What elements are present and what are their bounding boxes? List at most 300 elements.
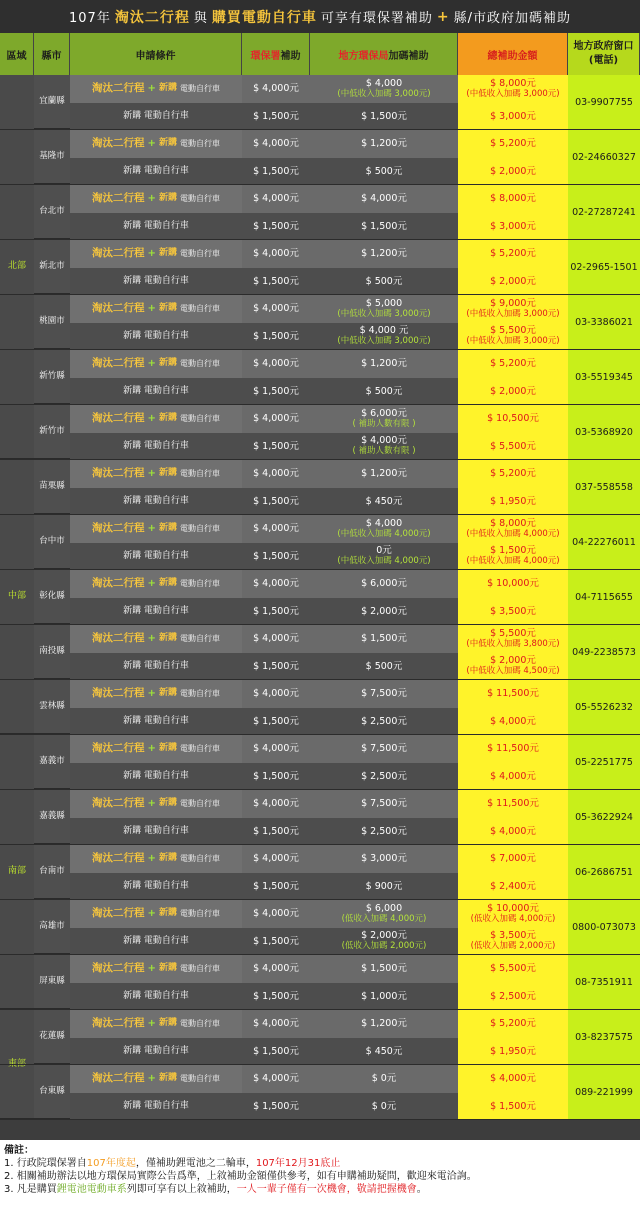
county-label: 嘉義縣 xyxy=(39,811,65,821)
local-amount: $ 6,000元 xyxy=(361,407,407,419)
condition-cell xyxy=(70,790,242,818)
local-amount: $ 6,000 xyxy=(365,902,403,914)
header-condition xyxy=(70,33,242,75)
epa-amount: $ 1,500元 xyxy=(253,440,299,452)
epa-amount: $ 1,500元 xyxy=(253,330,299,342)
county-cell xyxy=(34,735,70,790)
local-cell xyxy=(310,900,458,928)
local-amount: $ 5,000 xyxy=(365,297,403,309)
total-amount: $ 11,500元 xyxy=(487,798,539,810)
condition-bike: 電動自行車 xyxy=(179,854,220,864)
total-cell xyxy=(458,708,568,736)
condition-plus: + xyxy=(147,853,156,865)
county-cell xyxy=(34,845,70,900)
local-amount: $ 3,000元 xyxy=(361,853,407,865)
condition-plus: + xyxy=(147,468,156,480)
county-label: 苗栗縣 xyxy=(39,481,65,491)
local-amount: $ 7,500元 xyxy=(361,688,407,700)
epa-amount: $ 4,000元 xyxy=(253,303,299,315)
total-amount: $ 2,400元 xyxy=(490,880,536,892)
condition-new-only: 新購 電動自行車 xyxy=(123,440,189,451)
total-amount: $ 3,500元 xyxy=(490,930,536,942)
local-note: (低收入加碼 4,000元) xyxy=(341,913,427,924)
condition-cell xyxy=(70,845,242,873)
condition-cell xyxy=(70,240,242,268)
condition-eliminate: 淘汰二行程 xyxy=(92,687,145,700)
condition-new: 新購 xyxy=(158,303,177,314)
condition-bike: 電動自行車 xyxy=(179,964,220,974)
county-label: 嘉義市 xyxy=(39,756,65,766)
phone-number: 03-5368920 xyxy=(575,426,633,438)
condition-new: 新購 xyxy=(158,1018,177,1029)
total-cell xyxy=(458,515,568,543)
condition-eliminate: 淘汰二行程 xyxy=(92,137,145,150)
condition-cell xyxy=(70,598,242,626)
total-amount: $ 1,950元 xyxy=(490,495,536,507)
condition-plus: + xyxy=(147,743,156,755)
condition-plus: + xyxy=(147,138,156,150)
condition-cell xyxy=(70,873,242,901)
condition-cell xyxy=(70,433,242,461)
total-amount: $ 4,000元 xyxy=(490,715,536,727)
condition-plus: + xyxy=(147,358,156,370)
epa-amount: $ 1,500元 xyxy=(253,385,299,397)
condition-bike: 電動自行車 xyxy=(179,634,220,644)
local-cell xyxy=(310,460,458,488)
epa-cell xyxy=(242,268,310,296)
total-note: (中低收入加碼 3,000元) xyxy=(466,336,560,347)
local-amount: $ 1,500元 xyxy=(361,110,407,122)
condition-cell xyxy=(70,983,242,1011)
epa-amount: $ 4,000元 xyxy=(253,83,299,95)
phone-number: 08-7351911 xyxy=(575,976,633,988)
phone-cell xyxy=(568,75,640,130)
local-cell xyxy=(310,790,458,818)
local-note: (中低收入加碼 4,000元) xyxy=(337,556,431,567)
local-amount: $ 4,000元 xyxy=(361,435,407,447)
phone-cell xyxy=(568,1010,640,1065)
local-amount: $ 4,000 xyxy=(365,77,403,89)
total-note: (中低收入加碼 4,000元) xyxy=(466,556,560,567)
condition-plus: + xyxy=(147,83,156,95)
total-cell xyxy=(458,653,568,681)
condition-cell xyxy=(70,653,242,681)
epa-cell xyxy=(242,1038,310,1066)
epa-amount: $ 1,500元 xyxy=(253,605,299,617)
condition-eliminate: 淘汰二行程 xyxy=(92,522,145,535)
epa-amount: $ 1,500元 xyxy=(253,1100,299,1112)
total-cell xyxy=(458,268,568,296)
condition-eliminate: 淘汰二行程 xyxy=(92,412,145,425)
epa-amount: $ 4,000元 xyxy=(253,1018,299,1030)
local-cell xyxy=(310,323,458,351)
county-cell xyxy=(34,515,70,570)
local-cell xyxy=(310,268,458,296)
epa-amount: $ 1,500元 xyxy=(253,110,299,122)
local-cell xyxy=(310,350,458,378)
condition-new-only: 新購 電動自行車 xyxy=(123,880,189,891)
epa-amount: $ 4,000元 xyxy=(253,743,299,755)
condition-new: 新購 xyxy=(158,853,177,864)
total-cell xyxy=(458,900,568,928)
total-cell xyxy=(458,1065,568,1093)
condition-plus: + xyxy=(147,578,156,590)
condition-eliminate: 淘汰二行程 xyxy=(92,247,145,260)
local-cell xyxy=(310,405,458,433)
condition-bike: 電動自行車 xyxy=(179,194,220,204)
county-label: 台北市 xyxy=(39,206,65,216)
condition-cell xyxy=(70,295,242,323)
condition-bike: 電動自行車 xyxy=(179,84,220,94)
county-cell xyxy=(34,240,70,295)
epa-cell xyxy=(242,625,310,653)
condition-cell xyxy=(70,213,242,241)
condition-new: 新購 xyxy=(158,358,177,369)
total-note: (低收入加碼 4,000元) xyxy=(470,913,556,924)
header-county xyxy=(34,33,70,75)
condition-cell xyxy=(70,488,242,516)
epa-cell xyxy=(242,983,310,1011)
note-3-part-d: 一人一輩子僅有一次機會，敬請把握機會 xyxy=(236,1184,417,1195)
county-cell xyxy=(34,185,70,240)
condition-bike: 電動自行車 xyxy=(179,249,220,259)
phone-number: 05-2251775 xyxy=(575,756,633,768)
local-amount: $ 6,000元 xyxy=(361,578,407,590)
condition-new-only: 新購 電動自行車 xyxy=(123,990,189,1001)
county-label: 南投縣 xyxy=(39,646,65,656)
condition-new-only: 新購 電動自行車 xyxy=(123,935,189,946)
condition-new: 新購 xyxy=(158,743,177,754)
phone-cell xyxy=(568,1065,640,1120)
local-amount: $ 1,200元 xyxy=(361,1018,407,1030)
condition-cell xyxy=(70,900,242,928)
condition-bike: 電動自行車 xyxy=(179,799,220,809)
condition-new: 新購 xyxy=(158,1073,177,1084)
condition-eliminate: 淘汰二行程 xyxy=(92,82,145,95)
condition-plus: + xyxy=(147,303,156,315)
total-amount: $ 5,500元 xyxy=(490,440,536,452)
local-amount: $ 1,500元 xyxy=(361,963,407,975)
total-amount: $ 10,500元 xyxy=(487,413,539,425)
condition-eliminate: 淘汰二行程 xyxy=(92,357,145,370)
title-suffix2: 縣/市政府加碼補助 xyxy=(453,11,571,26)
epa-amount: $ 1,500元 xyxy=(253,550,299,562)
total-amount: $ 8,000元 xyxy=(490,193,536,205)
condition-cell xyxy=(70,405,242,433)
epa-cell xyxy=(242,350,310,378)
local-note: ( 補助人數有限 ) xyxy=(352,418,416,429)
epa-amount: $ 4,000元 xyxy=(253,908,299,920)
local-amount: $ 1,200元 xyxy=(361,248,407,260)
condition-new: 新購 xyxy=(158,193,177,204)
total-amount: $ 4,000元 xyxy=(490,1073,536,1085)
title-phrase-buy: 購買電動自行車 xyxy=(211,9,317,26)
total-cell xyxy=(458,873,568,901)
local-cell xyxy=(310,515,458,543)
header-epa xyxy=(242,33,310,75)
phone-number: 089-221999 xyxy=(575,1086,633,1098)
epa-cell xyxy=(242,1093,310,1121)
local-cell xyxy=(310,185,458,213)
local-cell xyxy=(310,570,458,598)
condition-new-only: 新購 電動自行車 xyxy=(123,275,189,286)
phone-number: 03-8237575 xyxy=(575,1031,633,1043)
condition-new: 新購 xyxy=(158,798,177,809)
local-cell xyxy=(310,158,458,186)
epa-amount: $ 1,500元 xyxy=(253,990,299,1002)
note-3 xyxy=(4,1183,640,1196)
total-cell xyxy=(458,818,568,846)
county-label: 桃園市 xyxy=(39,316,65,326)
condition-cell xyxy=(70,515,242,543)
total-amount: $ 3,000元 xyxy=(490,110,536,122)
header-condition-label: 申請條件 xyxy=(135,50,176,62)
local-cell xyxy=(310,983,458,1011)
condition-bike: 電動自行車 xyxy=(179,414,220,424)
region-cell xyxy=(0,75,34,460)
county-label: 高雄市 xyxy=(39,921,65,931)
county-cell xyxy=(34,75,70,130)
epa-amount: $ 4,000元 xyxy=(253,963,299,975)
epa-amount: $ 1,500元 xyxy=(253,715,299,727)
condition-cell xyxy=(70,268,242,296)
total-cell xyxy=(458,75,568,103)
condition-bike: 電動自行車 xyxy=(179,744,220,754)
condition-new: 新購 xyxy=(158,248,177,259)
epa-cell xyxy=(242,570,310,598)
condition-bike: 電動自行車 xyxy=(179,139,220,149)
epa-amount: $ 1,500元 xyxy=(253,220,299,232)
epa-cell xyxy=(242,763,310,791)
total-amount: $ 4,000元 xyxy=(490,825,536,837)
county-label: 新北市 xyxy=(39,261,65,271)
local-cell xyxy=(310,598,458,626)
condition-bike: 電動自行車 xyxy=(179,1074,220,1084)
total-amount: $ 5,500元 xyxy=(490,325,536,337)
epa-cell xyxy=(242,735,310,763)
epa-cell xyxy=(242,130,310,158)
county-label: 台中市 xyxy=(39,536,65,546)
header-region-label: 區域 xyxy=(6,50,27,62)
condition-cell xyxy=(70,625,242,653)
condition-new-only: 新購 電動自行車 xyxy=(123,660,189,671)
condition-bike: 電動自行車 xyxy=(179,689,220,699)
local-cell xyxy=(310,543,458,571)
total-amount: $ 8,000元 xyxy=(490,77,536,89)
title-phrase-eliminate: 淘汰二行程 xyxy=(114,9,190,26)
phone-number: 0800-073073 xyxy=(572,921,636,933)
phone-number: 02-27287241 xyxy=(572,206,636,218)
condition-new: 新購 xyxy=(158,83,177,94)
epa-cell xyxy=(242,75,310,103)
local-cell xyxy=(310,213,458,241)
condition-new-only: 新購 電動自行車 xyxy=(123,165,189,176)
notes-section xyxy=(0,1140,640,1213)
total-note: (中低收入加碼 3,000元) xyxy=(466,88,560,99)
county-cell xyxy=(34,405,70,460)
local-amount: $ 1,000元 xyxy=(361,990,407,1002)
local-cell xyxy=(310,378,458,406)
condition-eliminate: 淘汰二行程 xyxy=(92,1072,145,1085)
epa-amount: $ 4,000元 xyxy=(253,523,299,535)
region-cell xyxy=(0,735,34,1010)
condition-plus: + xyxy=(147,798,156,810)
county-label: 屏東縣 xyxy=(39,976,65,986)
local-cell xyxy=(310,1093,458,1121)
phone-number: 05-5526232 xyxy=(575,701,633,713)
total-amount: $ 1,950元 xyxy=(490,1045,536,1057)
condition-new-only: 新購 電動自行車 xyxy=(123,110,189,121)
epa-cell xyxy=(242,433,310,461)
county-cell xyxy=(34,130,70,185)
local-cell xyxy=(310,1065,458,1093)
total-cell xyxy=(458,928,568,956)
condition-cell xyxy=(70,1065,242,1093)
local-note: (中低收入加碼 3,000元) xyxy=(337,88,431,99)
epa-amount: $ 1,500元 xyxy=(253,880,299,892)
total-cell xyxy=(458,598,568,626)
local-amount: $ 4,000 元 xyxy=(359,325,409,337)
title-plus: + xyxy=(436,8,450,25)
county-cell xyxy=(34,790,70,845)
total-amount: $ 4,000元 xyxy=(490,770,536,782)
local-amount: $ 500元 xyxy=(365,385,403,397)
local-cell xyxy=(310,763,458,791)
epa-cell xyxy=(242,103,310,131)
epa-amount: $ 4,000元 xyxy=(253,1073,299,1085)
county-cell xyxy=(34,900,70,955)
county-cell xyxy=(34,1010,70,1065)
epa-amount: $ 4,000元 xyxy=(253,358,299,370)
phone-cell xyxy=(568,845,640,900)
condition-cell xyxy=(70,1093,242,1121)
county-label: 基隆市 xyxy=(39,151,65,161)
condition-cell xyxy=(70,543,242,571)
local-amount: $ 500元 xyxy=(365,660,403,672)
total-cell xyxy=(458,1038,568,1066)
phone-number: 05-3622924 xyxy=(575,811,633,823)
total-cell xyxy=(458,763,568,791)
epa-cell xyxy=(242,1010,310,1038)
epa-cell xyxy=(242,873,310,901)
condition-eliminate: 淘汰二行程 xyxy=(92,632,145,645)
local-note: (低收入加碼 2,000元) xyxy=(341,941,427,952)
epa-cell xyxy=(242,405,310,433)
condition-bike: 電動自行車 xyxy=(179,524,220,534)
local-amount: $ 450元 xyxy=(365,495,403,507)
epa-cell xyxy=(242,653,310,681)
title-suffix: 可享有環保署補助 xyxy=(320,11,433,26)
condition-new-only: 新購 電動自行車 xyxy=(123,550,189,561)
local-cell xyxy=(310,955,458,983)
local-cell xyxy=(310,845,458,873)
local-cell xyxy=(310,488,458,516)
condition-new-only: 新購 電動自行車 xyxy=(123,715,189,726)
epa-cell xyxy=(242,900,310,928)
epa-cell xyxy=(242,460,310,488)
local-cell xyxy=(310,653,458,681)
phone-cell xyxy=(568,185,640,240)
total-amount: $ 11,500元 xyxy=(487,743,539,755)
local-amount: $ 7,500元 xyxy=(361,743,407,755)
phone-number: 06-2686751 xyxy=(575,866,633,878)
local-amount: $ 1,500元 xyxy=(361,220,407,232)
epa-cell xyxy=(242,845,310,873)
total-amount: $ 5,200元 xyxy=(490,358,536,370)
total-amount: $ 2,000元 xyxy=(490,275,536,287)
header-epa-black: 補助 xyxy=(280,50,301,62)
epa-cell xyxy=(242,680,310,708)
total-amount: $ 5,200元 xyxy=(490,138,536,150)
header-local-black: 加碼補助 xyxy=(388,50,429,62)
condition-new: 新購 xyxy=(158,633,177,644)
condition-plus: + xyxy=(147,963,156,975)
total-note: (中低收入加碼 4,000元) xyxy=(466,528,560,539)
condition-eliminate: 淘汰二行程 xyxy=(92,1017,145,1030)
condition-cell xyxy=(70,130,242,158)
total-cell xyxy=(458,790,568,818)
note-1-part-b: 107年度起 xyxy=(86,1158,136,1169)
local-amount: $ 4,000 xyxy=(365,517,403,529)
county-label: 台南市 xyxy=(39,866,65,876)
condition-plus: + xyxy=(147,248,156,260)
local-cell xyxy=(310,1038,458,1066)
condition-cell xyxy=(70,350,242,378)
total-amount: $ 3,000元 xyxy=(490,220,536,232)
local-amount: $ 2,500元 xyxy=(361,825,407,837)
region-label: 南部 xyxy=(7,866,26,876)
condition-plus: + xyxy=(147,193,156,205)
phone-number: 03-3386021 xyxy=(575,316,633,328)
condition-bike: 電動自行車 xyxy=(179,1019,220,1029)
total-amount: $ 3,500元 xyxy=(490,605,536,617)
epa-cell xyxy=(242,295,310,323)
local-note: (中低收入加碼 3,000元) xyxy=(337,308,431,319)
phone-number: 037-558558 xyxy=(575,481,633,493)
epa-amount: $ 1,500元 xyxy=(253,1045,299,1057)
total-amount: $ 2,000元 xyxy=(490,655,536,667)
condition-cell xyxy=(70,1038,242,1066)
note-1 xyxy=(4,1157,640,1170)
epa-amount: $ 1,500元 xyxy=(253,165,299,177)
epa-cell xyxy=(242,928,310,956)
local-cell xyxy=(310,735,458,763)
local-cell xyxy=(310,680,458,708)
condition-cell xyxy=(70,75,242,103)
total-cell xyxy=(458,103,568,131)
condition-cell xyxy=(70,1010,242,1038)
local-cell xyxy=(310,295,458,323)
total-amount: $ 1,500元 xyxy=(490,1100,536,1112)
total-note: (低收入加碼 2,000元) xyxy=(470,941,556,952)
total-amount: $ 8,000元 xyxy=(490,517,536,529)
total-cell xyxy=(458,130,568,158)
epa-amount: $ 4,000元 xyxy=(253,578,299,590)
condition-eliminate: 淘汰二行程 xyxy=(92,577,145,590)
phone-number: 049-2238573 xyxy=(572,646,636,658)
condition-plus: + xyxy=(147,633,156,645)
county-label: 雲林縣 xyxy=(39,701,65,711)
epa-amount: $ 1,500元 xyxy=(253,825,299,837)
total-cell xyxy=(458,983,568,1011)
epa-amount: $ 4,000元 xyxy=(253,633,299,645)
epa-cell xyxy=(242,213,310,241)
condition-cell xyxy=(70,708,242,736)
epa-amount: $ 4,000元 xyxy=(253,468,299,480)
local-note: (中低收入加碼 3,000元) xyxy=(337,336,431,347)
total-cell xyxy=(458,240,568,268)
local-amount: $ 2,500元 xyxy=(361,770,407,782)
